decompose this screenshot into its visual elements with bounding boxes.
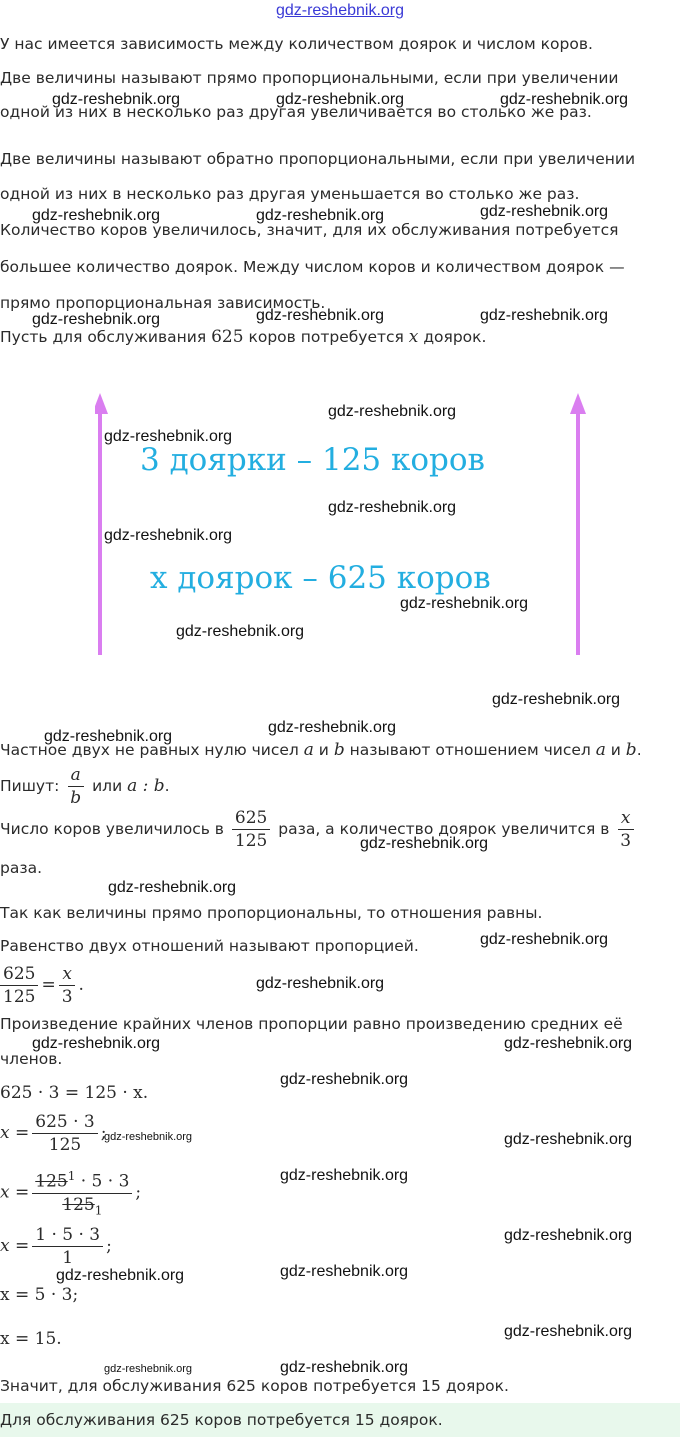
watermark: gdz-reshebnik.org (176, 623, 305, 640)
text-line: Так как величины прямо пропорциональны, то отношения равны. (0, 904, 543, 922)
math-line: x = $\frac{1 \cdot 5 \cdot 3}{1}$ ; (0, 1225, 112, 1268)
watermark: gdz-reshebnik.org (276, 91, 405, 108)
text-line: членов. (0, 1050, 63, 1068)
watermark: gdz-reshebnik.org (32, 311, 161, 328)
watermark: gdz-reshebnik.org (32, 207, 161, 224)
math-line: $\frac{625}{125}$ = $\frac{x}{3}$ . (0, 962, 84, 1008)
text-line: Две величины называют прямо пропорциональными, если при увеличении (0, 69, 619, 87)
watermark: gdz-reshebnik.org (504, 1227, 633, 1244)
watermark: gdz-reshebnik.org (268, 719, 397, 736)
right-arrow-head (570, 393, 586, 414)
text-line: У нас имеется зависимость между количеством доярок и числом коров. (0, 35, 593, 53)
watermark: gdz-reshebnik.org (44, 728, 173, 745)
text-line: Равенство двух отношений называют пропорцией. (0, 937, 419, 955)
math-line: x = $\frac{125^1 \cdot 5 \cdot 3}{125_1}$ ; (0, 1165, 141, 1221)
text-line: Две величины называют обратно пропорциональными, если при увеличении (0, 150, 636, 168)
math-line: x = 15. (0, 1329, 62, 1349)
watermark: gdz-reshebnik.org (108, 879, 237, 896)
math-line: 625 · 3 = 125 · x. (0, 1083, 149, 1103)
watermark: gdz-reshebnik.org (52, 91, 181, 108)
watermark: gdz-reshebnik.org (504, 1131, 633, 1148)
watermark: gdz-reshebnik.org (104, 1363, 193, 1375)
text-line: одной из них в несколько раз другая увеличивается во столько же раз. (0, 103, 592, 121)
text-line: прямо пропорциональная зависимость. (0, 294, 326, 312)
text-line: большее количество доярок. Между числом коров и количеством доярок — (0, 258, 625, 276)
text-line: Значит, для обслуживания 625 коров потребуется 15 доярок. (0, 1377, 509, 1395)
watermark: gdz-reshebnik.org (480, 203, 609, 220)
watermark: gdz-reshebnik.org (400, 595, 529, 612)
watermark: gdz-reshebnik.org (104, 1131, 193, 1143)
scheme-row-2: x доярок – 625 коров (150, 560, 491, 596)
text-line: Количество коров увеличилось, значит, для их обслуживания потребуется (0, 221, 619, 239)
text-line: Произведение крайних членов пропорции равно произведению средних её (0, 1015, 623, 1033)
watermark: gdz-reshebnik.org (56, 1267, 185, 1284)
watermark: gdz-reshebnik.org (32, 1035, 161, 1052)
watermark: gdz-reshebnik.org (500, 91, 629, 108)
text-line: Число коров увеличилось в $\frac{625}{125}$ раза, а количество доярок увеличится в $\frac{x}{3}$ (0, 806, 637, 852)
text-line: Пусть для обслуживания 625 коров потребуется x доярок. (0, 327, 487, 347)
watermark: gdz-reshebnik.org (480, 307, 609, 324)
watermark: gdz-reshebnik.org (480, 931, 609, 948)
watermark: gdz-reshebnik.org (328, 499, 457, 516)
watermark: gdz-reshebnik.org (280, 1167, 409, 1184)
watermark: gdz-reshebnik.org (256, 975, 385, 992)
scheme-row-1: 3 доярки – 125 коров (140, 442, 485, 478)
watermark: gdz-reshebnik.org (360, 835, 489, 852)
text-line: Пишут: $\frac{a}{b}$ или a : b. (0, 765, 170, 808)
watermark: gdz-reshebnik.org (328, 403, 457, 420)
answer-text: Для обслуживания 625 коров потребуется 15 доярок. (0, 1411, 443, 1429)
top-watermark[interactable]: gdz-reshebnik.org (275, 2, 405, 19)
watermark: gdz-reshebnik.org (104, 428, 233, 445)
math-line: x = 5 · 3; (0, 1285, 79, 1305)
watermark: gdz-reshebnik.org (256, 207, 385, 224)
watermark: gdz-reshebnik.org (492, 691, 621, 708)
text-line: одной из них в несколько раз другая уменьшается во столько же раз. (0, 185, 580, 203)
text-line: раза. (0, 859, 43, 877)
watermark: gdz-reshebnik.org (504, 1323, 633, 1340)
answer-box (0, 1403, 680, 1437)
watermark: gdz-reshebnik.org (280, 1359, 409, 1376)
text-line: Частное двух не равных нулю чисел a и b называют отношением чисел a и b. (0, 740, 642, 760)
watermark: gdz-reshebnik.org (280, 1071, 409, 1088)
left-arrow-head (95, 393, 108, 414)
watermark: gdz-reshebnik.org (256, 307, 385, 324)
math-line: x = $\frac{625 \cdot 3}{125}$ ; (0, 1112, 107, 1155)
watermark: gdz-reshebnik.org (280, 1263, 409, 1280)
watermark: gdz-reshebnik.org (504, 1035, 633, 1052)
watermark: gdz-reshebnik.org (104, 527, 233, 544)
